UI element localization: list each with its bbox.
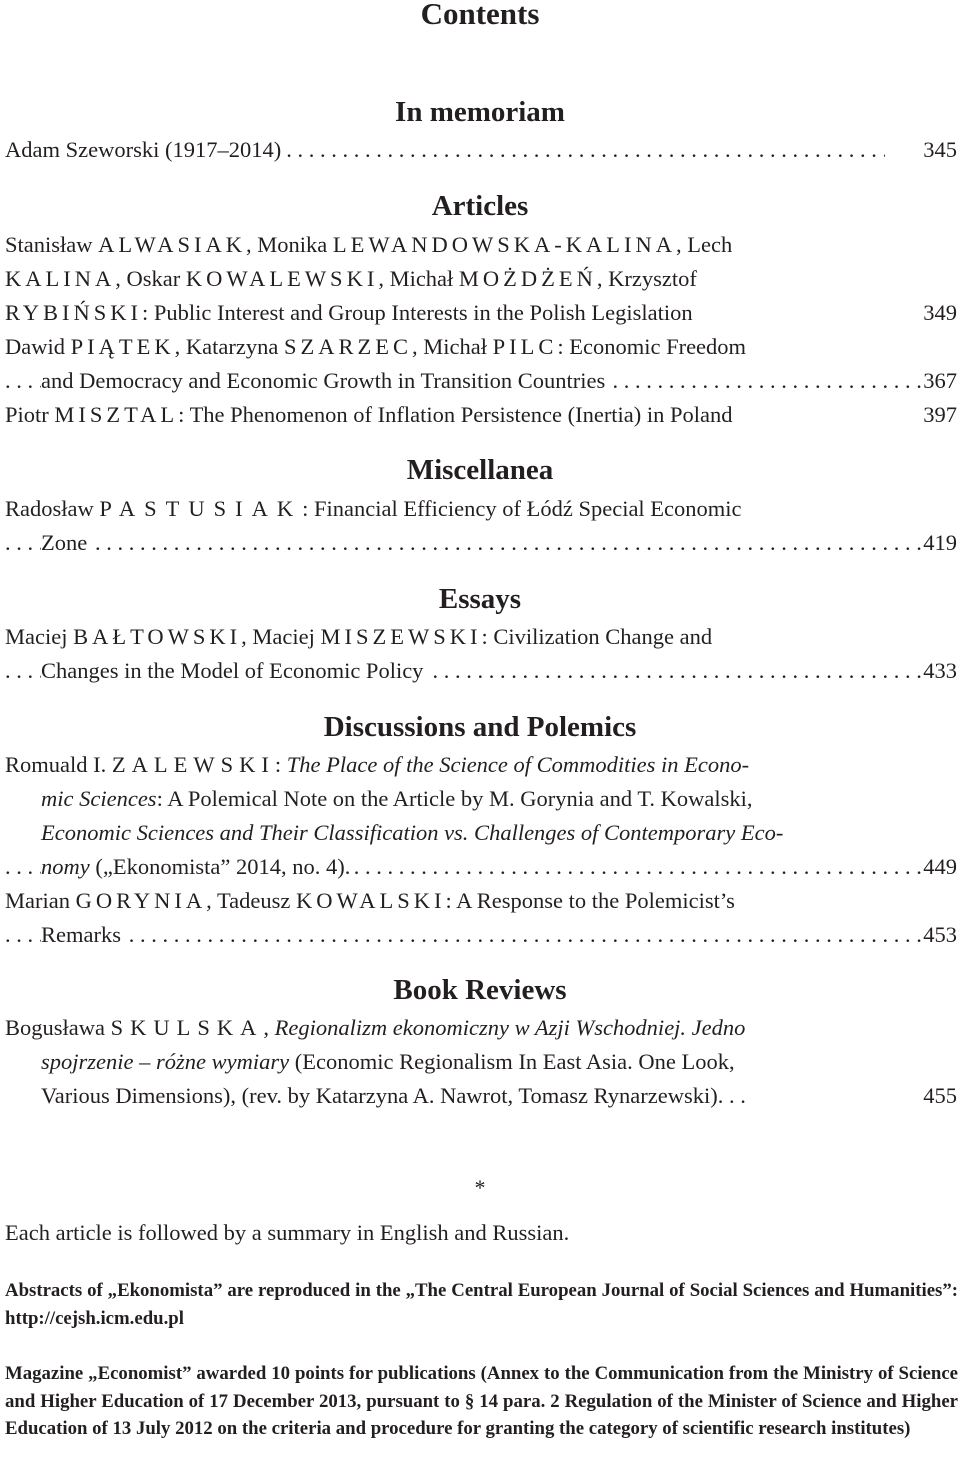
page-number: 449: [923, 854, 957, 879]
entry-title-italic: spojrzenie – różne wymiary: [41, 1049, 290, 1074]
author-surname: SZARZEC: [283, 334, 412, 359]
entry-text: Maciej: [5, 624, 74, 649]
author-surname: KALINA: [5, 266, 116, 291]
entry-text: : The Phenomenon of Inflation Persistence (Inertia) in Poland: [178, 402, 733, 427]
entry-text: , Lech: [676, 232, 733, 257]
author-surname: SKULSKA: [110, 1015, 264, 1040]
entry-text: Radosław: [5, 496, 100, 521]
section-heading-in-memoriam: In memoriam: [395, 96, 565, 128]
page-number: 433: [923, 658, 957, 683]
toc-entry[interactable]: [5, 398, 960, 432]
entry-text: , Krzysztof: [596, 266, 697, 291]
entry-text: ,: [263, 1015, 275, 1040]
author-surname: MISZTAL: [54, 402, 179, 427]
entry-text: Stanisław: [5, 232, 99, 257]
entry-text: („Ekonomista” 2014, no. 4).: [89, 854, 351, 879]
entry-text: : A Response to the Polemicist’s: [445, 888, 735, 913]
entry-text: Romuald I.: [5, 752, 112, 777]
separator-asterisk: *: [474, 1175, 486, 1200]
author-surname: LEWANDOWSKA-KALINA: [332, 232, 677, 257]
page-number: 397: [923, 402, 957, 427]
entry-text: , Katarzyna: [174, 334, 284, 359]
author-surname: PIĄTEK: [70, 334, 175, 359]
entry-text: Changes in the Model of Economic Policy: [41, 658, 427, 683]
page-title: Contents: [420, 0, 540, 31]
entry-text: Piotr: [5, 402, 55, 427]
author-surname: MISZEWSKI: [320, 624, 482, 649]
page-number: 455: [923, 1083, 957, 1108]
abstracts-note: Abstracts of „Ekonomista” are reproduced in the „The Central European Journal of Social Sciences and Humanities”: http://cejsh.icm.edu.pl: [5, 1280, 958, 1329]
entry-text: : A Polemical Note on the Article by M. Gorynia and T. Kowalski,: [156, 786, 753, 811]
entry-text: and Democracy and Economic Growth in Transition Countries: [41, 368, 609, 393]
entry-text: Bogusława: [5, 1015, 111, 1040]
entry-text: : Financial Efficiency of Łódź Special Economic: [302, 496, 742, 521]
toc-entry[interactable]: [5, 884, 960, 952]
entry-text: Marian: [5, 888, 76, 913]
toc-entry[interactable]: [5, 620, 960, 688]
author-surname: RYBIŃSKI: [5, 300, 143, 325]
entry-text: , Michał: [411, 334, 493, 359]
entry-title-italic: Economic Sciences and Their Classification vs. Challenges of Contemporary Eco-: [41, 820, 784, 845]
entry-title-italic: mic Sciences: [41, 786, 157, 811]
author-surname: ZALEWSKI: [111, 752, 275, 777]
page-number: 367: [923, 368, 957, 393]
author-surname: PILC: [492, 334, 558, 359]
toc-entry[interactable]: [5, 492, 960, 560]
author-surname: KOWALSKI: [295, 888, 446, 913]
author-surname: MOŻDŻEŃ: [458, 266, 597, 291]
section-heading-articles: Articles: [431, 190, 529, 222]
section-heading-discussions: Discussions and Polemics: [323, 711, 637, 743]
section-heading-essays: Essays: [438, 583, 522, 615]
toc-entry[interactable]: [5, 133, 960, 167]
toc-entry[interactable]: [5, 228, 960, 330]
page-number: 419: [923, 530, 957, 555]
summary-note: Each article is followed by a summary in English and Russian.: [5, 1220, 570, 1245]
page-number: 345: [923, 137, 957, 162]
section-heading-book-reviews: Book Reviews: [393, 974, 567, 1006]
author-surname: PASTUSIAK: [99, 496, 303, 521]
entry-text: , Michał: [378, 266, 459, 291]
entry-text: : Civilization Change and: [481, 624, 713, 649]
entry-text: :: [274, 752, 287, 777]
award-note: Magazine „Economist” awarded 10 points for publications (Annex to the Communication from the Ministry of Science and Higher Education of 17 December 2013, pursuant to § 14 para. 2 Regulation of the Minister of Science and Higher Education of 13 July 2012 on the criteria and procedure for granting the category of scientific research institutes): [5, 1363, 958, 1439]
entry-text: Adam Szeworski (1917–2014): [5, 137, 285, 162]
entry-text: : Public Interest and Group Interests in the Polish Legislation: [142, 300, 693, 325]
author-surname: BAŁTOWSKI: [73, 624, 242, 649]
entry-text: Zone: [41, 530, 91, 555]
toc-entry[interactable]: [5, 330, 960, 398]
toc-entry[interactable]: [5, 1011, 960, 1113]
author-surname: KOWALEWSKI: [185, 266, 379, 291]
toc-entry[interactable]: [5, 748, 960, 884]
author-surname: ALWASIAK: [98, 232, 246, 257]
page-number: 349: [923, 300, 957, 325]
entry-text: Dawid: [5, 334, 71, 359]
entry-text: Various Dimensions), (rev. by Katarzyna A. Nawrot, Tomasz Rynarzewski). . .: [41, 1083, 746, 1108]
section-heading-miscellanea: Miscellanea: [406, 454, 554, 486]
entry-title-italic: Regionalizm ekonomiczny w Azji Wschodniej. Jedno: [274, 1015, 746, 1040]
entry-text: , Oskar: [115, 266, 186, 291]
entry-text: , Monika: [245, 232, 333, 257]
entry-text: , Maciej: [241, 624, 321, 649]
page-number: 453: [923, 922, 957, 947]
entry-text: , Tadeusz: [206, 888, 296, 913]
entry-text: : Economic Freedom: [557, 334, 747, 359]
author-surname: GORYNIA: [75, 888, 207, 913]
entry-title-italic: The Place of the Science of Commodities in Econo-: [286, 752, 750, 777]
entry-text: Remarks: [41, 922, 125, 947]
entry-text: (Economic Regionalism In East Asia. One Look,: [289, 1049, 735, 1074]
entry-title-italic: nomy: [41, 854, 90, 879]
